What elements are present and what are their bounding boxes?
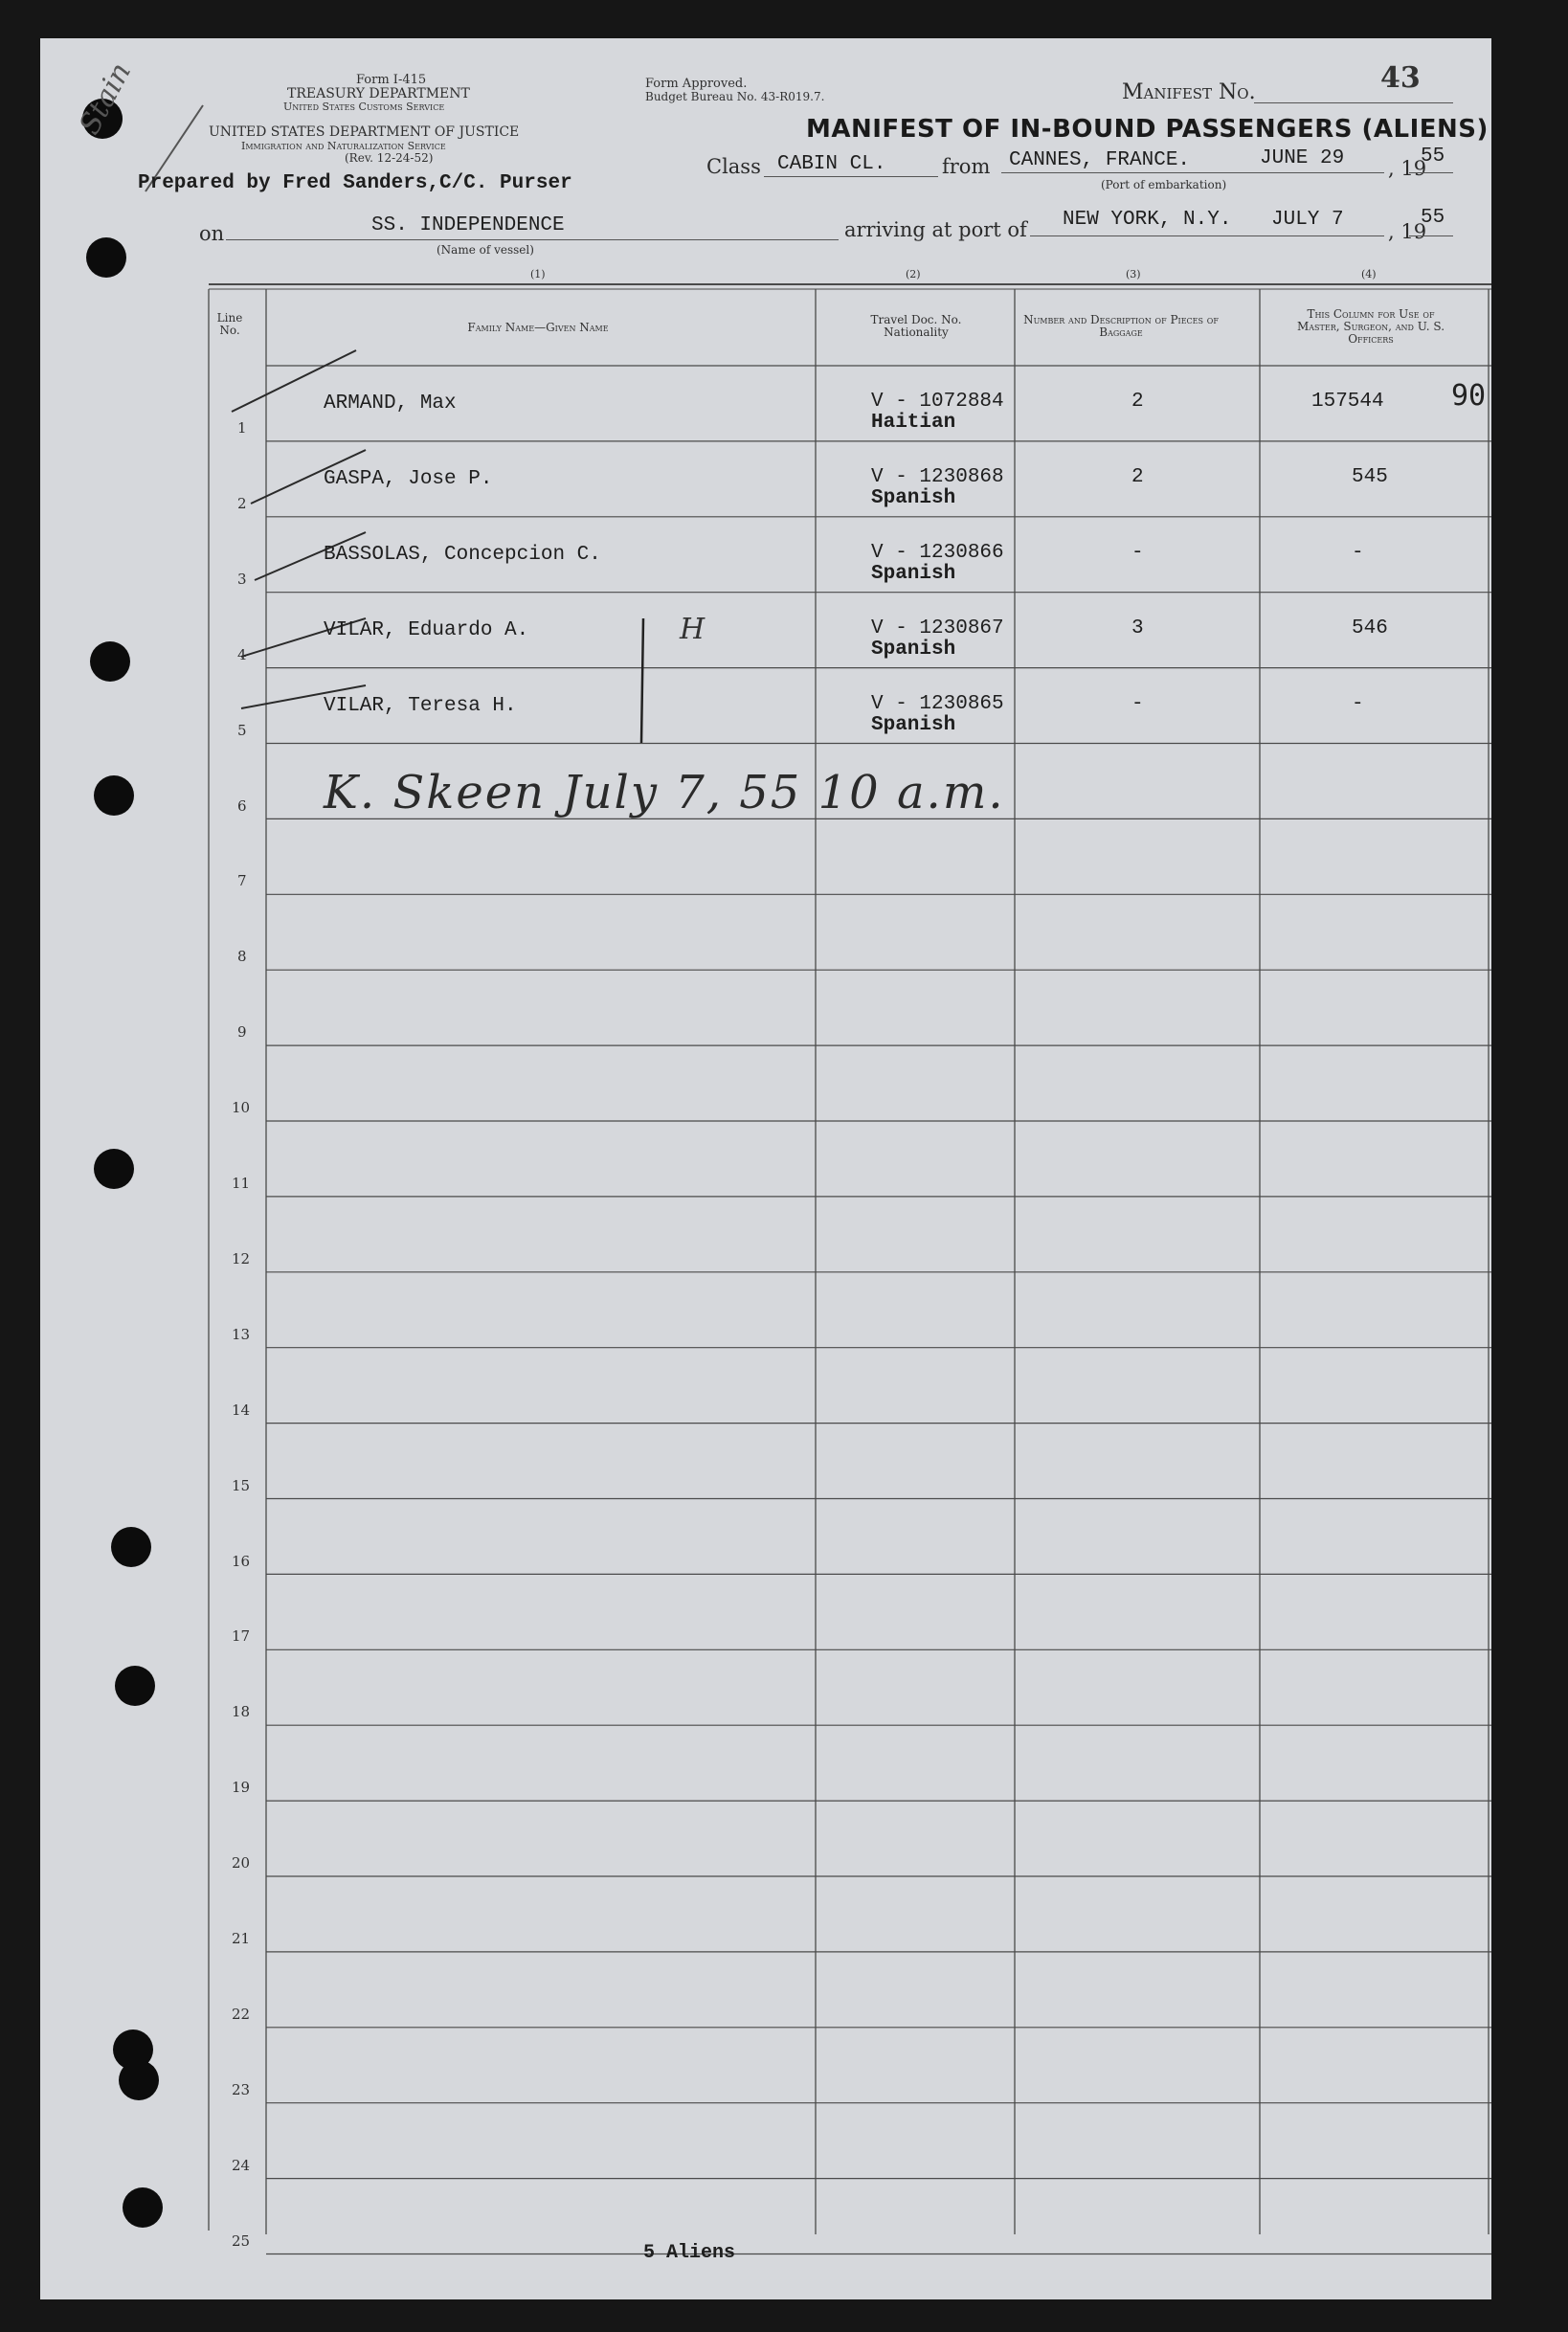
vessel-caption: (Name of vessel): [437, 243, 534, 257]
year-value: 55: [1421, 146, 1445, 168]
officer-entry: -: [1352, 692, 1364, 715]
line-number: 12: [232, 1249, 251, 1267]
travel-doc-number: V - 1230868: [871, 465, 1004, 488]
baggage-count: 2: [1131, 465, 1144, 488]
bracket-line: [634, 613, 653, 747]
line-number: 24: [232, 2156, 251, 2174]
table-grid: [40, 38, 1491, 2299]
year-prefix: , 19: [1388, 157, 1427, 180]
customs-service: United States Customs Service: [283, 101, 445, 113]
line-number: 19: [232, 1779, 251, 1797]
class-value: CABIN CL.: [777, 153, 886, 175]
column-number-2: (2): [906, 268, 921, 280]
class-label: Class: [706, 155, 761, 178]
line-number: 11: [232, 1175, 251, 1192]
officer-entry: 546: [1352, 617, 1388, 639]
handwritten-note: K. Skeen July 7, 55 10 a.m.: [324, 766, 1005, 819]
line-number: 4: [237, 645, 247, 663]
treasury-department: TREASURY DEPARTMENT: [287, 86, 470, 101]
line-number: 20: [232, 1854, 251, 1872]
passenger-name: BASSOLAS, Concepcion C.: [324, 543, 601, 566]
from-label: from: [942, 155, 991, 178]
travel-doc-number: V - 1230867: [871, 617, 1004, 639]
line-number: 6: [237, 796, 247, 815]
vessel-name: SS. INDEPENDENCE: [371, 214, 565, 236]
bracket-mark: H: [680, 613, 706, 646]
nationality: Spanish: [871, 486, 956, 509]
baggage-count: 3: [1131, 617, 1144, 639]
line-number: 9: [237, 1023, 247, 1042]
arrival-year: 55: [1421, 207, 1445, 229]
header-travel-doc: Travel Doc. No. Nationality: [870, 313, 962, 339]
column-number-1: (1): [530, 268, 546, 280]
manifest-label: Manifest No.: [1122, 80, 1256, 104]
line-number: 8: [237, 948, 247, 966]
on-label: on: [199, 222, 225, 245]
justice-department: UNITED STATES DEPARTMENT OF JUSTICE: [209, 124, 520, 140]
officer-entry: 545: [1352, 465, 1388, 488]
embark-date: JUNE 29: [1260, 147, 1345, 169]
manifest-sheet: [40, 38, 1491, 2299]
passenger-name: VILAR, Teresa H.: [324, 694, 517, 717]
baggage-count: 2: [1131, 391, 1144, 413]
passenger-name: VILAR, Eduardo A.: [324, 618, 529, 641]
passenger-name: ARMAND, Max: [324, 392, 457, 415]
line-number: 14: [232, 1401, 251, 1419]
prepared-by: Prepared by Fred Sanders,C/C. Purser: [138, 172, 572, 194]
line-number: 3: [237, 570, 247, 588]
baggage-count: -: [1131, 541, 1144, 564]
arrival-date: JULY 7: [1271, 209, 1344, 231]
column-number-4: (4): [1361, 268, 1377, 280]
line-number: 5: [237, 721, 247, 739]
arriving-label: arriving at port of: [844, 218, 1027, 241]
line-number: 2: [237, 494, 247, 512]
header-officers: This Column for Use of Master, Surgeon, and U. S. Officers: [1296, 307, 1445, 346]
budget-bureau: Budget Bureau No. 43-R019.7.: [645, 90, 825, 103]
line-number: 25: [232, 2231, 251, 2250]
column-number-3: (3): [1126, 268, 1141, 280]
revision-date: (Rev. 12-24-52): [345, 151, 434, 165]
line-number: 22: [232, 2005, 251, 2023]
nationality: Haitian: [871, 412, 956, 434]
header-baggage: Number and Description of Pieces of Baggage: [1023, 313, 1219, 339]
alien-total: 5 Aliens: [643, 2242, 736, 2264]
travel-doc-number: V - 1230865: [871, 692, 1004, 715]
line-number: 7: [237, 872, 247, 890]
margin-mark: Stain: [73, 56, 139, 141]
officer-entry: -: [1352, 541, 1364, 564]
arrival-year-prefix: , 19: [1388, 220, 1427, 243]
line-number: 10: [232, 1099, 251, 1117]
from-value: CANNES, FRANCE.: [1009, 149, 1191, 171]
immigration-service: Immigration and Naturalization Service: [241, 140, 446, 152]
nationality: Spanish: [871, 562, 956, 585]
line-number: 17: [232, 1627, 251, 1646]
passenger-name: GASPA, Jose P.: [324, 467, 493, 490]
travel-doc-number: V - 1230866: [871, 541, 1004, 564]
line-number: 18: [232, 1703, 251, 1721]
line-number: 21: [232, 1930, 251, 1947]
header-name: Family Name—Given Name: [467, 321, 609, 334]
form-number: Form I-415: [356, 73, 427, 87]
travel-doc-number: V - 1072884: [871, 391, 1004, 413]
arrival-port: NEW YORK, N.Y.: [1063, 209, 1232, 231]
line-number: 23: [232, 2080, 251, 2098]
line-number: 16: [232, 1552, 251, 1570]
row1-extra-mark: 90: [1451, 379, 1487, 413]
page-title: MANIFEST OF IN-BOUND PASSENGERS (ALIENS): [806, 115, 1489, 144]
line-number: 13: [232, 1325, 251, 1343]
line-number: 15: [232, 1476, 251, 1494]
nationality: Spanish: [871, 638, 956, 661]
manifest-number: 43: [1380, 61, 1421, 95]
line-number: 1: [237, 419, 247, 437]
header-line-no: Line No.: [216, 311, 243, 337]
nationality: Spanish: [871, 713, 956, 736]
officer-entry: 157544: [1311, 391, 1384, 413]
form-approved: Form Approved.: [645, 77, 748, 91]
baggage-count: -: [1131, 692, 1144, 715]
port-caption: (Port of embarkation): [1101, 178, 1227, 191]
